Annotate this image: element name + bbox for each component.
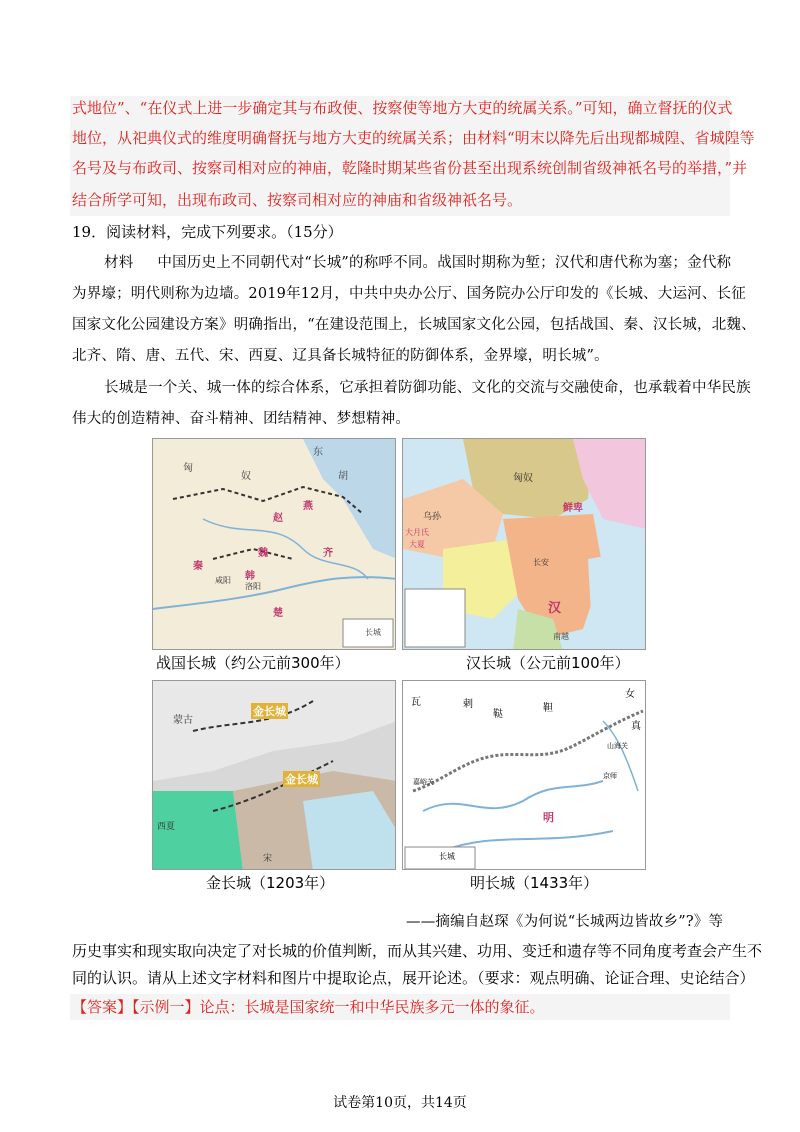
map-label-luoyang: 洛阳: [245, 582, 261, 591]
answer-thesis: 论点：长城是国家统一和中华民族多元一体的象征。: [199, 998, 545, 1016]
map-label-jin-wall-1: 金长城: [253, 705, 286, 718]
map-caption-han: 汉长城（公元前100年）: [466, 654, 630, 672]
question-header: 19．阅读材料，完成下列要求。（15分）: [72, 223, 343, 241]
map-label-xianbei: 鲜卑: [563, 503, 583, 514]
map-legend-ming-wall: 长城: [439, 852, 455, 861]
material-line-5: 长城是一个关、城一体的综合体系，它承担着防御功能、文化的交流与交融使命，也承载着中华民族: [104, 380, 751, 396]
task-line-2: 同的认识。请从上述文字材料和图片中提取论点，展开论述。（要求：观点明确、论证合理、史论结合）: [72, 969, 755, 987]
map-label-dong: 东: [313, 447, 323, 458]
map-jin: [152, 680, 396, 870]
task-line-1: 历史事实和现实取向决定了对长城的价值判断，而从其兴建、功用、变迁和遗存等不同角度考查会产生不: [72, 942, 763, 960]
map-label-da: 鞑: [493, 709, 503, 720]
map-label-dayuezhi: 大月氏: [405, 528, 429, 537]
map-label-yan: 燕: [303, 501, 313, 512]
map-caption-jin: 金长城（1203年）: [206, 874, 335, 892]
map-label-zhen: 真: [631, 721, 641, 732]
map-label-xiongnu: 匈奴: [513, 473, 533, 484]
map-label-shanhaiguan: 山海关: [607, 742, 628, 750]
map-label-jin-wall-2: 金长城: [285, 773, 318, 786]
answer-line: [72, 997, 545, 1017]
map-label-ming: 明: [543, 811, 554, 824]
map-label-nv: 女: [625, 689, 635, 700]
answer-label: 【答案】: [72, 998, 133, 1016]
map-label-chu: 楚: [273, 608, 283, 619]
map-label-jingshi: 京师: [603, 772, 617, 780]
map-label-qi: 齐: [323, 548, 333, 559]
map-label-xixia: 西夏: [157, 822, 176, 832]
map-legend-changcheng: 长城: [365, 628, 381, 637]
map-label-dan: 靼: [543, 703, 553, 714]
map-label-han-empire: 汉: [548, 601, 562, 616]
map-ming: [402, 680, 646, 870]
prev-answer-line-4: 结合所学可知，出现布政司、按察司相对应的神庙和省级神祇名号。: [72, 191, 523, 209]
map-label-nu: 奴: [241, 471, 251, 482]
material-line-1: [104, 253, 731, 273]
map-label-wei: 魏: [258, 548, 268, 559]
map-caption-ming: 明长城（1433年）: [470, 874, 599, 892]
prev-answer-line-3: 名号及与布政司、按察司相对应的神庙，乾隆时期某些省份甚至出现系统创制省级神祇名号的举措，”并: [72, 159, 748, 177]
map-label-jiayuguan: 嘉峪关: [413, 778, 434, 786]
map-warring-states: [152, 438, 396, 650]
map-label-hu: 胡: [338, 471, 348, 482]
map-label-la: 剌: [463, 699, 473, 710]
material-line-2: 为界壕；明代则称为边墙。2019年12月，中共中央办公厅、国务院办公厅印发的《长城、大运河、长征: [72, 286, 746, 302]
material-label: 材料: [104, 255, 134, 271]
map-label-qin: 秦: [193, 561, 203, 572]
map-caption-warring: 战国长城（约公元前300年）: [156, 654, 350, 672]
map-label-wa: 瓦: [411, 697, 421, 708]
material-text-1: 中国历史上不同朝代对“长城”的称呼不同。战国时期称为堑；汉代和唐代称为塞；金代称: [157, 255, 732, 271]
page-footer: 试卷第10页，共14页: [333, 1095, 467, 1111]
map-label-han: 韩: [245, 571, 255, 582]
map-label-xianyang: 咸阳: [215, 576, 231, 585]
map-label-zhao: 赵: [273, 513, 283, 524]
map-label-menggu: 蒙古: [173, 715, 193, 726]
answer-example: 【示例一】: [132, 998, 200, 1016]
material-source: ——摘编自赵琛《为何说“长城两边皆故乡”?》等: [406, 914, 724, 930]
map-label-changan: 长安: [533, 558, 549, 567]
map-han: [402, 438, 646, 650]
material-line-6: 伟大的创造精神、奋斗精神、团结精神、梦想精神。: [72, 411, 411, 427]
map-label-xiong: 匈: [183, 463, 193, 474]
prev-answer-line-2: 地位，从祀典仪式的维度明确督抚与地方大吏的统属关系；由材料“明末以降先后出现都城隍、省城隍等: [72, 129, 755, 147]
prev-answer-line-1: 式地位”、“在仪式上进一步确定其与布政使、按察使等地方大吏的统属关系。”可知，确立督抚的仪式: [72, 99, 733, 117]
map-label-wusun: 乌孙: [423, 512, 442, 522]
map-label-daxia: 大夏: [409, 540, 425, 549]
material-line-3: 国家文化公园建设方案》明确指出，“在建设范围上，长城国家文化公园，包括战国、秦、汉长城，北魏、: [72, 317, 756, 333]
material-line-4: 北齐、隋、唐、五代、宋、西夏、辽具备长城特征的防御体系，金界壕，明长城”。: [72, 348, 609, 364]
map-label-song: 宋: [263, 854, 273, 864]
map-label-nanyue: 南越: [553, 632, 569, 641]
